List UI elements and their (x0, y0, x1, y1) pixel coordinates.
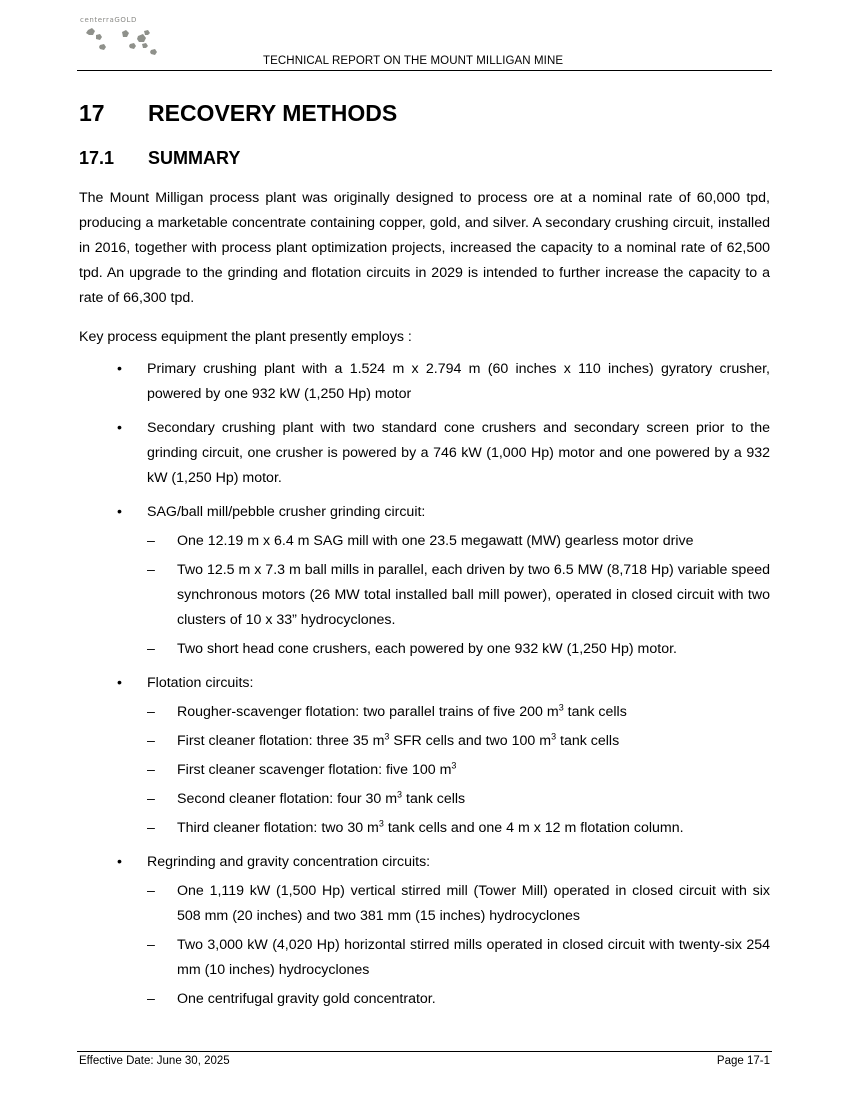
list-item (79, 850, 770, 1012)
superscript: 3 (551, 731, 557, 742)
dash-mark: – (147, 562, 155, 578)
superscript: 3 (384, 731, 390, 742)
superscript: 3 (397, 789, 403, 800)
equipment-list (79, 357, 770, 1021)
sub-list-item (79, 637, 770, 662)
equipment-lead-paragraph: Key process equipment the plant presently employs : (79, 329, 412, 345)
sub-list-item-text-end: tank cells (563, 704, 627, 720)
superscript: 3 (451, 760, 457, 771)
list-item-text: Regrinding and gravity concentration circuits: (147, 854, 431, 870)
section-number: 17 (79, 100, 105, 126)
sub-list-item-text: One centrifugal gravity gold concentrator. (177, 991, 436, 1007)
list-item (79, 416, 770, 491)
sub-list-item-text: One 1,119 kW (1,500 Hp) vertical stirred mill (Tower Mill) operated in closed circuit with six 508 mm (20 inches) and two 381 mm (15 inches) hydrocyclones (177, 883, 770, 924)
superscript: 3 (558, 702, 564, 713)
sub-list-item (79, 558, 770, 633)
sub-list-item-text-end: tank cells (402, 791, 466, 807)
intro-paragraph: The Mount Milligan process plant was originally designed to process ore at a nominal rate of 60,000 tpd, producing a marketable concentrate containing copper, gold, and silver. A secondary crushing circuit, installed in 2016, together with process plant optimization projects, increased the capacity to a nominal rate of 62,500 tpd. An upgrade to the grinding and flotation circuits in 2029 is intended to further increase the capacity to a rate of 66,300 tpd. (79, 190, 770, 306)
sub-list-item (79, 700, 770, 725)
footer-page-number: Page 17-1 (716, 1055, 770, 1067)
bullet-mark: • (117, 675, 122, 691)
sub-list-item-text: First cleaner scavenger flotation: five 100 m (177, 762, 452, 778)
sub-list-item-text: Two 3,000 kW (4,020 Hp) horizontal stirred mills operated in closed circuit with twenty-six 254 mm (10 inches) hydrocyclones (177, 937, 770, 978)
sub-list-item-text-end: tank cells (556, 733, 620, 749)
dash-mark: – (147, 937, 155, 953)
sub-list-item (79, 529, 770, 554)
sub-list-item-text: Third cleaner flotation: two 30 m (177, 820, 379, 836)
sub-list-item-text: Two 12.5 m x 7.3 m ball mills in parallel, each driven by two 6.5 MW (8,718 Hp) variable speed synchronous motors (26 MW total installed ball mill power), operated in closed circuit with two clusters of 10 x 33” hydrocyclones. (177, 562, 770, 628)
footer-effective-date: Effective Date: June 30, 2025 (79, 1055, 230, 1067)
bullet-mark: • (117, 504, 122, 520)
dash-mark: – (147, 820, 155, 836)
logo-wordmark: centerraGOLD (80, 16, 137, 24)
dash-mark: – (147, 641, 155, 657)
section-heading (79, 100, 397, 127)
bullet-mark: • (117, 854, 122, 870)
dash-mark: – (147, 762, 155, 778)
superscript: 3 (378, 818, 384, 829)
running-header: TECHNICAL REPORT ON THE MOUNT MILLIGAN MINE (263, 55, 564, 67)
sub-list-item (79, 758, 770, 783)
sub-list-item-text-end: tank cells and one 4 m x 12 m flotation column. (383, 820, 684, 836)
list-item (79, 357, 770, 407)
sub-list-item-text: Rougher-scavenger flotation: two parallel trains of five 200 m (177, 704, 559, 720)
dash-mark: – (147, 704, 155, 720)
dash-mark: – (147, 883, 155, 899)
section-title: RECOVERY METHODS (148, 100, 398, 126)
sub-list-item-text: First cleaner flotation: three 35 m (177, 733, 385, 749)
subsection-number: 17.1 (79, 148, 115, 168)
sub-list-item-text-mid: SFR cells and two 100 m (389, 733, 552, 749)
dash-mark: – (147, 733, 155, 749)
company-logo (80, 16, 170, 62)
sub-list-item-text: Second cleaner flotation: four 30 m (177, 791, 398, 807)
list-item (79, 500, 770, 662)
sub-list-item (79, 816, 770, 841)
sub-list-item-text: One 12.19 m x 6.4 m SAG mill with one 23.5 megawatt (MW) gearless motor drive (177, 533, 694, 549)
list-item-text: Flotation circuits: (147, 675, 254, 691)
header-rule (77, 70, 772, 71)
sub-list-item (79, 933, 770, 983)
subsection-title: SUMMARY (148, 148, 241, 168)
dash-mark: – (147, 991, 155, 1007)
dash-mark: – (147, 791, 155, 807)
footer-rule (77, 1051, 772, 1052)
list-item (79, 671, 770, 841)
sub-list-item (79, 787, 770, 812)
list-item-text: Secondary crushing plant with two standard cone crushers and secondary screen prior to the grinding circuit, one crusher is powered by a 746 kW (1,000 Hp) motor and one powered by a 932 kW (1,250 Hp) motor. (147, 420, 770, 486)
list-item-text: Primary crushing plant with a 1.524 m x 2.794 m (60 inches x 110 inches) gyratory crusher, powered by one 932 kW (1,250 Hp) motor (147, 361, 770, 402)
sub-list-item (79, 729, 770, 754)
subsection-heading (79, 148, 240, 169)
list-item-text: SAG/ball mill/pebble crusher grinding circuit: (147, 504, 426, 520)
bullet-mark: • (117, 420, 122, 436)
dash-mark: – (147, 533, 155, 549)
sub-list-item-text: Two short head cone crushers, each powered by one 932 kW (1,250 Hp) motor. (177, 641, 677, 657)
sub-list-item (79, 879, 770, 929)
logo-dots-icon (82, 26, 162, 62)
bullet-mark: • (117, 361, 122, 377)
sub-list-item (79, 987, 770, 1012)
